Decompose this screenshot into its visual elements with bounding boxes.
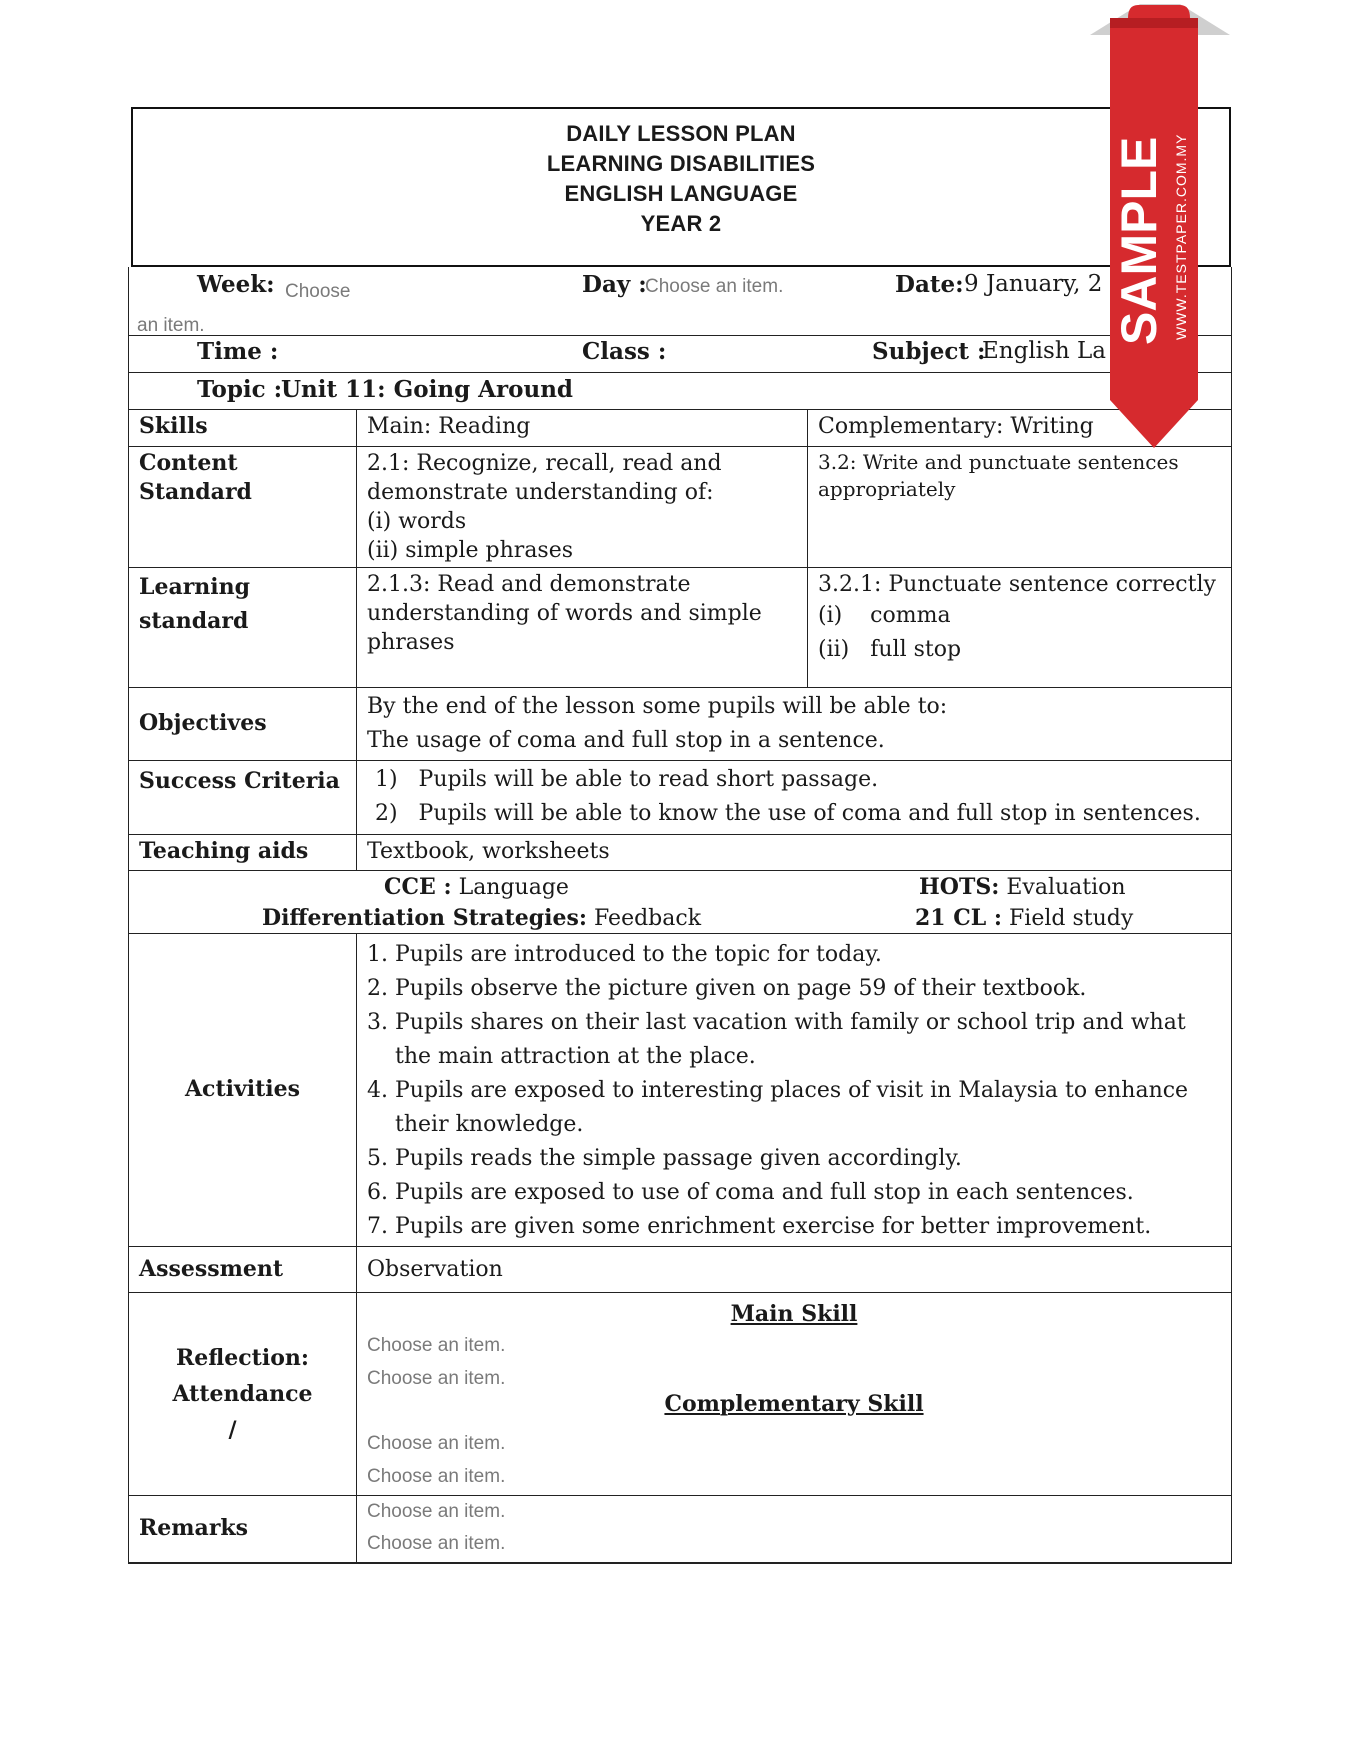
topic-value: Unit 11: Going Around <box>281 376 574 403</box>
success-criteria-item: 1) Pupils will be able to read short passage. <box>375 766 879 792</box>
remarks-value <box>357 1495 1232 1562</box>
cce-row <box>129 870 1231 933</box>
cl-value: Field study <box>1009 905 1134 931</box>
ribbon-sample-text: SAMPLE <box>1111 136 1167 345</box>
lesson-plan-header <box>131 107 1231 267</box>
activity-item: 4. Pupils are exposed to interesting places of visit in Malaysia to enhance their knowledge. <box>395 1074 1217 1142</box>
teaching-aids-value: Textbook, worksheets <box>357 834 1232 870</box>
reflection-row <box>129 1292 1231 1495</box>
differentiation-field <box>262 904 701 933</box>
week-label: Week: <box>197 271 275 298</box>
reflection-dropdown[interactable]: Choose an item. <box>367 1432 506 1454</box>
objectives-line: By the end of the lesson some pupils will be able to: <box>367 693 948 719</box>
main-skill-heading: Main Skill <box>730 1300 858 1327</box>
cce-cell <box>129 871 1231 933</box>
cce-value: Language <box>458 874 569 900</box>
success-criteria-item: 2) Pupils will be able to know the use of coma and full stop in sentences. <box>375 800 1201 826</box>
content-comp-line: 3.2: Write and punctuate sentences <box>818 449 1179 474</box>
activities-row <box>129 933 1231 1246</box>
hots-field <box>919 873 1126 902</box>
learning-label-line: standard <box>139 607 249 634</box>
content-standard-main <box>357 446 808 567</box>
attendance-slash: / <box>228 1416 237 1443</box>
skills-main: Main: Reading <box>357 410 808 446</box>
hots-label: HOTS: <box>919 873 1000 900</box>
header-subject: ENGLISH LANGUAGE <box>564 181 798 206</box>
learning-standard-complementary <box>808 567 1232 687</box>
reflection-label <box>129 1292 357 1495</box>
assessment-label: Assessment <box>129 1246 357 1292</box>
learning-comp-line: (ii) full stop <box>818 636 962 662</box>
teaching-aids-label: Teaching aids <box>129 834 357 870</box>
activity-item: 6. Pupils are exposed to use of coma and full stop in each sentences. <box>395 1176 1217 1210</box>
success-criteria-row <box>129 760 1231 834</box>
differentiation-value: Feedback <box>594 905 702 931</box>
time-label: Time : <box>197 338 279 365</box>
activities-value <box>357 933 1232 1246</box>
ribbon-band <box>1110 18 1198 28</box>
learning-comp-line: (i) comma <box>818 602 951 628</box>
day-dropdown[interactable]: Choose an item. <box>645 276 784 297</box>
reflection-dropdown[interactable]: Choose an item. <box>367 1465 506 1487</box>
cce-label: CCE : <box>384 873 452 900</box>
skills-row <box>129 410 1231 446</box>
teaching-aids-row <box>129 834 1231 870</box>
activities-label: Activities <box>129 933 357 1246</box>
learning-main-line: 2.1.3: Read and demonstrate <box>367 571 691 597</box>
date-label: Date: <box>895 271 964 298</box>
remarks-row <box>129 1495 1231 1562</box>
content-standard-label: Content Standard <box>129 446 357 567</box>
info-row-time-class-subject <box>129 336 1231 373</box>
differentiation-label: Differentiation Strategies: <box>262 904 587 931</box>
header-category: LEARNING DISABILITIES <box>546 151 816 176</box>
success-criteria-value <box>357 760 1232 834</box>
learning-standard-label <box>129 567 357 687</box>
topic-row <box>129 373 1231 410</box>
skills-complementary: Complementary: Writing <box>808 410 1232 446</box>
day-label: Day : <box>582 271 647 298</box>
cl-field <box>915 904 1133 933</box>
assessment-value: Observation <box>357 1246 1232 1292</box>
learning-main-line: understanding of words and simple <box>367 600 762 626</box>
subject-label: Subject : <box>872 338 986 365</box>
content-standard-complementary <box>808 446 1232 567</box>
content-main-line: (ii) simple phrases <box>367 537 574 563</box>
content-main-line: 2.1: Recognize, recall, read and <box>367 450 722 476</box>
complementary-skill-heading: Complementary Skill <box>664 1390 924 1417</box>
activity-item: 7. Pupils are given some enrichment exercise for better improvement. <box>395 1210 1217 1244</box>
activity-item: 2. Pupils observe the picture given on page 59 of their textbook. <box>395 972 1217 1006</box>
content-standard-row <box>129 446 1231 567</box>
activity-item: 1. Pupils are introduced to the topic for today. <box>395 938 1217 972</box>
remarks-label: Remarks <box>129 1495 357 1562</box>
week-dropdown[interactable]: Choose an item. <box>137 281 351 336</box>
assessment-row <box>129 1246 1231 1292</box>
objectives-line: The usage of coma and full stop in a sentence. <box>367 727 885 753</box>
activity-item: 3. Pupils shares on their last vacation with family or school trip and what the main attraction at the place. <box>395 1006 1217 1074</box>
learning-main-line: phrases <box>367 629 455 655</box>
learning-label-line: Learning <box>139 573 251 600</box>
learning-standard-row <box>129 567 1231 687</box>
ribbon-url-text: WWW.TESTPAPER.COM.MY <box>1173 133 1189 340</box>
remarks-dropdown[interactable]: Choose an item. <box>367 1532 506 1554</box>
content-main-line: demonstrate understanding of: <box>367 479 714 505</box>
info-row-week-day-date <box>129 267 1231 336</box>
success-criteria-label: Success Criteria <box>129 760 357 834</box>
header-year: YEAR 2 <box>640 211 722 236</box>
reflection-dropdown[interactable]: Choose an item. <box>367 1367 506 1389</box>
lesson-plan-sheet <box>128 267 1232 1564</box>
activities-list <box>367 938 1217 1244</box>
reflection-label-line: Reflection: <box>176 1344 309 1371</box>
attendance-label: Attendance <box>172 1380 313 1407</box>
class-label: Class : <box>582 338 667 365</box>
remarks-dropdown[interactable]: Choose an item. <box>367 1500 506 1522</box>
objectives-label: Objectives <box>129 687 357 760</box>
reflection-dropdown[interactable]: Choose an item. <box>367 1334 506 1356</box>
topic-label: Topic : <box>197 376 283 403</box>
learning-comp-line: 3.2.1: Punctuate sentence correctly <box>818 571 1216 597</box>
objectives-row <box>129 687 1231 760</box>
header-title: DAILY LESSON PLAN <box>566 121 796 146</box>
skills-label: Skills <box>129 410 357 446</box>
objectives-value <box>357 687 1232 760</box>
cl-label: 21 CL : <box>915 904 1003 931</box>
subject-value: English La <box>982 338 1106 364</box>
reflection-value <box>357 1292 1232 1495</box>
content-comp-line: appropriately <box>818 476 956 501</box>
hots-value: Evaluation <box>1006 874 1126 900</box>
cce-field <box>384 873 569 902</box>
lesson-plan-table <box>129 410 1231 1563</box>
learning-standard-main <box>357 567 808 687</box>
content-main-line: (i) words <box>367 508 467 534</box>
date-value: 9 January, 2 <box>964 271 1103 297</box>
sample-ribbon <box>1090 0 1230 450</box>
activity-item: 5. Pupils reads the simple passage given accordingly. <box>395 1142 1217 1176</box>
cce-cell-wrap <box>129 870 1231 933</box>
